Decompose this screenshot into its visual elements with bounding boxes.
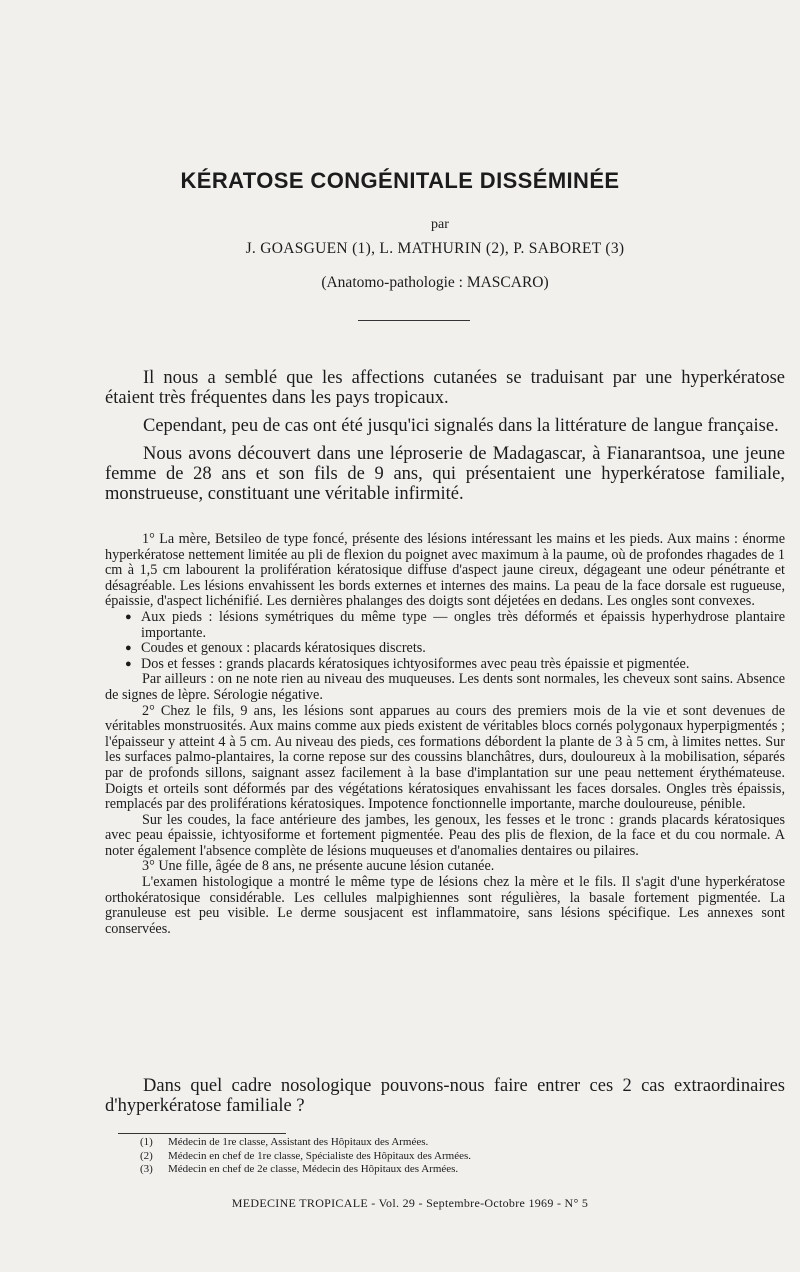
bullet-icon: ● xyxy=(125,642,132,655)
footnotes xyxy=(140,1136,471,1177)
list-item xyxy=(125,640,785,657)
footnote-number: (2) xyxy=(140,1149,153,1162)
footnote-rule xyxy=(118,1133,286,1134)
journal-footer: MEDECINE TROPICALE - Vol. 29 - Septembre-Octobre 1969 - N° 5 xyxy=(231,1196,589,1210)
footnote xyxy=(140,1136,471,1150)
daughter-description: 3° Une fille, âgée de 8 ans, ne présente aucune lésion cutanée. xyxy=(142,858,495,875)
son-additional: Sur les coudes, la face antérieure des jambes, les genoux, les fesses et le tronc : grands placards kératosiques avec peau épaissie, ichtyosiforme et fortement pigmentée. Peau des plis de flexion, de la face et du cou normale. A noter également l'absence complète de lésions muqueuses et d'anomalies dentaires ou pilaires. xyxy=(105,811,785,859)
footnote-text: Médecin en chef de 1re classe, Spécialiste des Hôpitaux des Armées. xyxy=(168,1149,472,1162)
introduction xyxy=(105,368,785,512)
footnote-text: Médecin en chef de 2e classe, Médecin des Hôpitaux des Armées. xyxy=(168,1163,459,1175)
mother-description: 1° La mère, Betsileo de type foncé, présente des lésions intéressant les mains et les pieds. Aux mains : énorme hyperkératose nettement limitée au pli de flexion du poignet avec maximum à la paume, où de profondes rhagades de 1 cm à 1,5 cm labourent la prolifération kératosique diffuse d'aspect jaune cireux, dégageant une odeur pénétrante et désagréable. Les lésions envahissent les bords externes et internes des mains. La peau de la face dorsale est rugueuse, épaissie, d'aspect lichénifié. Les dernières phalanges des doigts sont déjetées en dedans. Les ongles sont convexes. xyxy=(105,531,785,610)
title-divider xyxy=(358,320,470,321)
mother-lesion-list xyxy=(105,610,785,672)
histology-paragraph: L'examen histologique a montré le même type de lésions chez la mère et le fils. Il s'agit d'une hyperkératose orthokératosique considérable. Les cellules malpighiennes sont régulières, la basale fortement pigmentée. La granuleuse est peu visible. Le derme sousjacent est inflammatoire, sans lésions spécifique. Les annexes sont conservées. xyxy=(105,874,785,937)
case-descriptions xyxy=(105,532,785,937)
footnote-number: (1) xyxy=(140,1136,153,1148)
footnote xyxy=(140,1150,471,1164)
closing-paragraph: Dans quel cadre nosologique pouvons-nous faire entrer ces 2 cas extraordinaires d'hyperkératose familiale ? xyxy=(105,1076,785,1116)
list-item-text: Coudes et genoux : placards kératosiques discrets. xyxy=(141,640,426,657)
list-item xyxy=(125,655,785,673)
article-title: KÉRATOSE CONGÉNITALE DISSÉMINÉE xyxy=(180,168,620,193)
footnote xyxy=(140,1163,471,1177)
pathology-credit: (Anatomo-pathologie : MASCARO) xyxy=(321,274,549,291)
intro-paragraph: Il nous a semblé que les affections cutanées se traduisant par une hyperkératose étaient très fréquentes dans les pays tropicaux. xyxy=(105,368,785,408)
list-item-text: Dos et fesses : grands placards kératosiques ichtyosiformes avec peau très épaissie et pigmentée. xyxy=(141,655,690,672)
closing-question xyxy=(105,1076,785,1116)
bullet-icon: ● xyxy=(125,610,132,623)
footnote-text: Médecin de 1re classe, Assistant des Hôpitaux des Armées. xyxy=(168,1136,429,1148)
intro-paragraph: Cependant, peu de cas ont été jusqu'ici signalés dans la littérature de langue française. xyxy=(143,416,779,436)
bullet-icon: ● xyxy=(125,657,132,670)
son-description: 2° Chez le fils, 9 ans, les lésions sont apparues au cours des premiers mois de la vie et sont devenues de véritables monstruosités. Aux mains comme aux pieds existent de véritables blocs cornés polygonaux hyperpigmentés ; l'épaisseur y atteint 4 à 5 cm. Au niveau des pieds, ces formations débordent la plante de 3 à 5 cm, à limites nettes. Sur les surfaces palmo-plantaires, la corne repose sur des coussins blanchâtres, durs, douloureux à la mobilisation, séparés par de profonds sillons, saignant assez facilement à la base d'implantation sur une peau nettement érythémateuse. Doigts et orteils sont déformés par des végétations kératosiques envahissant les faces dorsales. Ongles très épaissis, remplacés par des proliférations kératosiques. Impotence fonctionnelle importante, marche douloureuse, pénible. xyxy=(105,702,785,813)
footnote-number: (3) xyxy=(140,1163,153,1175)
list-item-text: Aux pieds : lésions symétriques du même type — ongles très déformés et épaissis hyperhydrose plantaire importante. xyxy=(141,608,785,641)
list-item xyxy=(125,608,785,641)
byline-par: par xyxy=(431,217,449,232)
intro-paragraph: Nous avons découvert dans une léproserie de Madagascar, à Fianarantsoa, une jeune femme de 28 ans et son fils de 9 ans, qui présentaient une hyperkératose familiale, monstrueuse, constituant une véritable infirmité. xyxy=(105,444,785,504)
authors-line: J. GOASGUEN (1), L. MATHURIN (2), P. SABORET (3) xyxy=(245,240,625,257)
mother-additional: Par ailleurs : on ne note rien au niveau des muqueuses. Les dents sont normales, les cheveux sont sains. Absence de signes de lèpre. Sérologie négative. xyxy=(105,671,785,703)
